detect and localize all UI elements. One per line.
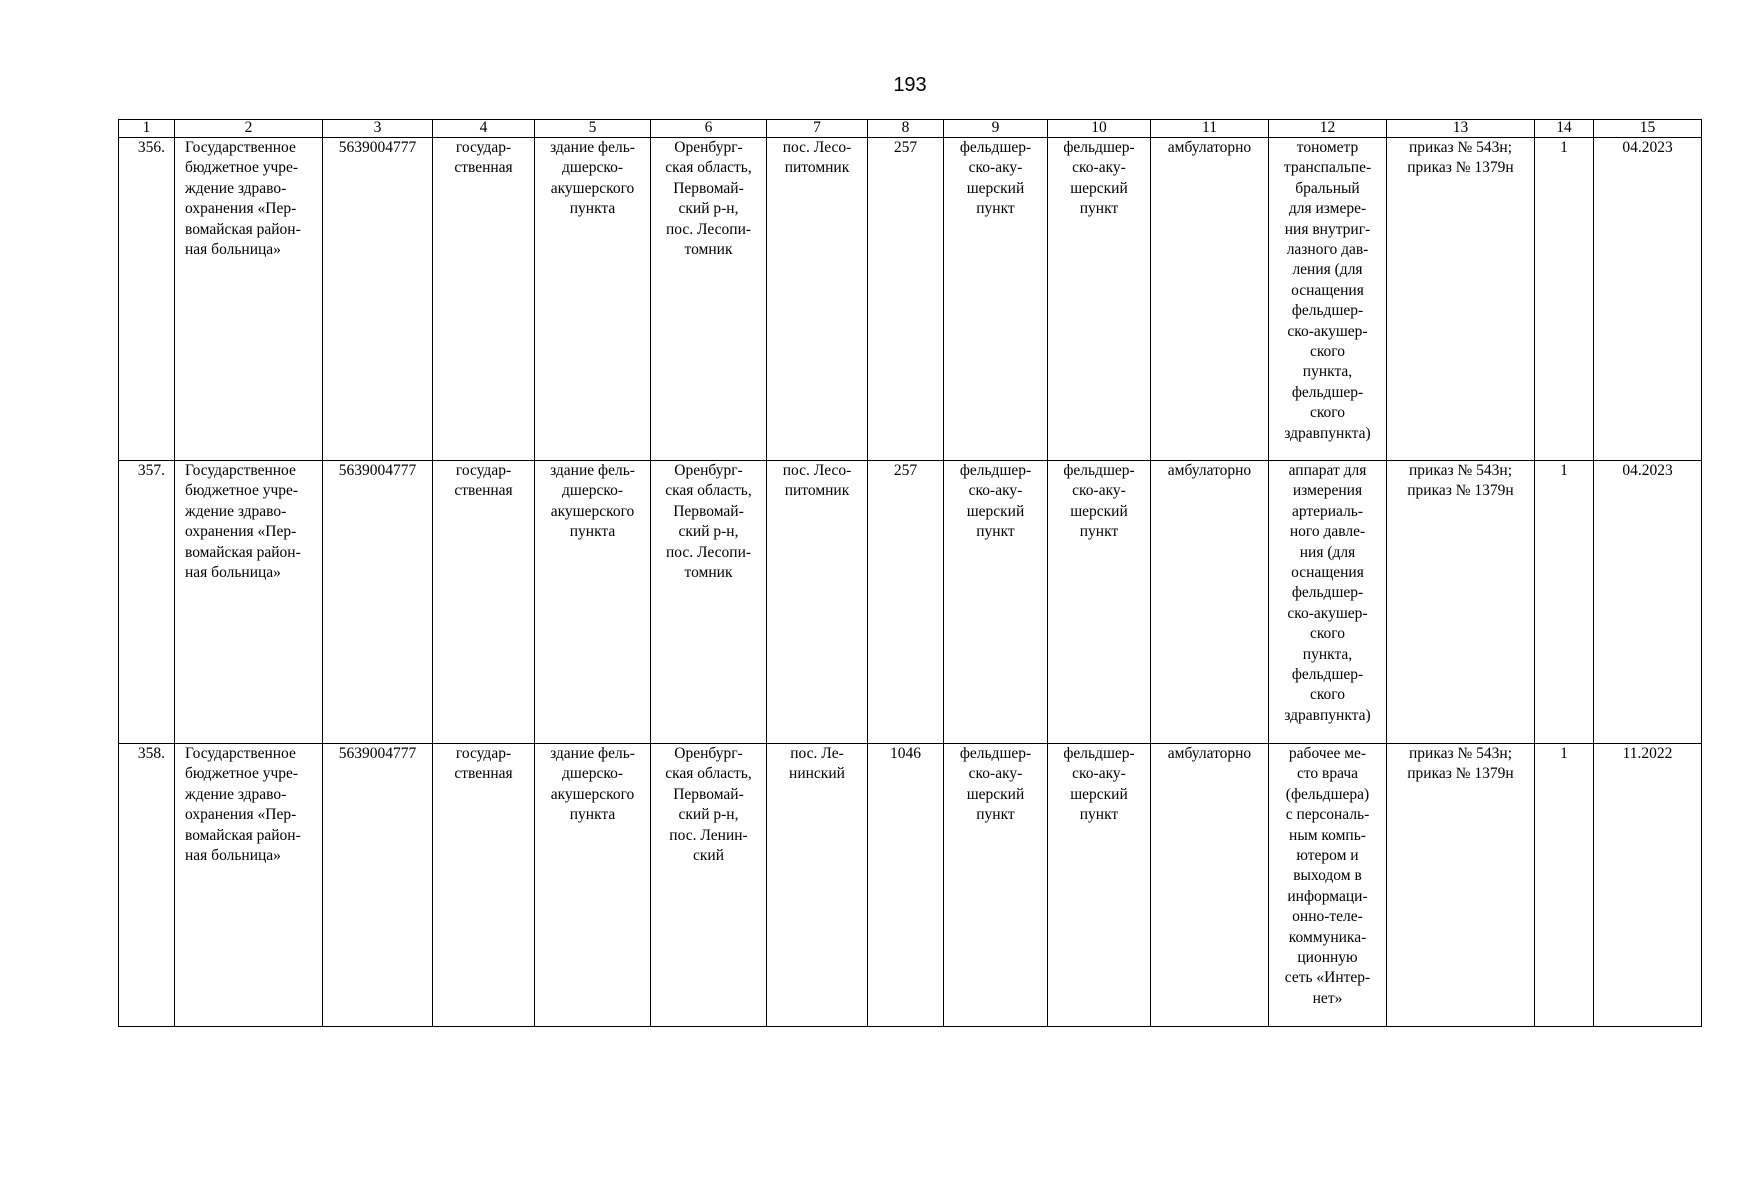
building-type: здание фель- дшерско- акушерского пункта bbox=[535, 138, 651, 461]
facility-type: фельдшер- ско-аку- шерский пункт bbox=[944, 138, 1048, 461]
table-row bbox=[119, 744, 1702, 1027]
row-number: 358. bbox=[119, 744, 175, 1027]
column-header: 14 bbox=[1535, 120, 1594, 138]
date: 04.2023 bbox=[1594, 461, 1702, 744]
address: Оренбург- ская область, Первомай- ский р-н, пос. Лесопи- томник bbox=[651, 138, 767, 461]
column-header: 13 bbox=[1387, 120, 1535, 138]
care-conditions: амбулаторно bbox=[1151, 461, 1269, 744]
building-type: здание фель- дшерско- акушерского пункта bbox=[535, 744, 651, 1027]
page-number: 193 bbox=[893, 74, 927, 96]
ownership-form: государ- ственная bbox=[433, 461, 535, 744]
address: Оренбург- ская область, Первомай- ский р-н, пос. Лесопи- томник bbox=[651, 461, 767, 744]
date: 04.2023 bbox=[1594, 138, 1702, 461]
ownership-form: государ- ственная bbox=[433, 744, 535, 1027]
care-conditions: амбулаторно bbox=[1151, 744, 1269, 1027]
regulation: приказ № 543н; приказ № 1379н bbox=[1387, 744, 1535, 1027]
organization-name: Государственное бюджетное учре- ждение здраво- охранения «Пер- вомайская район- ная больница» bbox=[175, 461, 323, 744]
facility-subtype: фельдшер- ско-аку- шерский пункт bbox=[1048, 461, 1151, 744]
column-header: 6 bbox=[651, 120, 767, 138]
organization-name: Государственное бюджетное учре- ждение здраво- охранения «Пер- вомайская район- ная больница» bbox=[175, 138, 323, 461]
column-header: 15 bbox=[1594, 120, 1702, 138]
row-number: 357. bbox=[119, 461, 175, 744]
column-header: 4 bbox=[433, 120, 535, 138]
column-header: 12 bbox=[1269, 120, 1387, 138]
row-number: 356. bbox=[119, 138, 175, 461]
column-header: 2 bbox=[175, 120, 323, 138]
equipment: тонометр транспальпе- бральный для измере- ния внутриг- лазного дав- ления (для оснащения фельдшер- ско-акушер- ского пункта, фельдшер- ского здравпункта) bbox=[1269, 138, 1387, 461]
column-header: 7 bbox=[767, 120, 868, 138]
facility-type: фельдшер- ско-аку- шерский пункт bbox=[944, 461, 1048, 744]
care-conditions: амбулаторно bbox=[1151, 138, 1269, 461]
population: 257 bbox=[868, 138, 944, 461]
column-header: 10 bbox=[1048, 120, 1151, 138]
population: 1046 bbox=[868, 744, 944, 1027]
column-header: 8 bbox=[868, 120, 944, 138]
equipment: рабочее ме- сто врача (фельдшера) с персональ- ным компь- ютером и выходом в информаци- онно-теле- коммуника- ционную сеть «Интер- нет» bbox=[1269, 744, 1387, 1027]
registry-table bbox=[118, 119, 1702, 1027]
facility-type: фельдшер- ско-аку- шерский пункт bbox=[944, 744, 1048, 1027]
column-number-row bbox=[119, 120, 1702, 138]
table-row bbox=[119, 461, 1702, 744]
column-header: 9 bbox=[944, 120, 1048, 138]
table-row bbox=[119, 138, 1702, 461]
column-header: 1 bbox=[119, 120, 175, 138]
quantity: 1 bbox=[1535, 744, 1594, 1027]
inn: 5639004777 bbox=[323, 461, 433, 744]
inn: 5639004777 bbox=[323, 744, 433, 1027]
equipment: аппарат для измерения артериаль- ного давле- ния (для оснащения фельдшер- ско-акушер- ского пункта, фельдшер- ского здравпункта) bbox=[1269, 461, 1387, 744]
quantity: 1 bbox=[1535, 138, 1594, 461]
settlement: пос. Лесо- питомник bbox=[767, 138, 868, 461]
address: Оренбург- ская область, Первомай- ский р-н, пос. Ленин- ский bbox=[651, 744, 767, 1027]
regulation: приказ № 543н; приказ № 1379н bbox=[1387, 461, 1535, 744]
regulation: приказ № 543н; приказ № 1379н bbox=[1387, 138, 1535, 461]
date: 11.2022 bbox=[1594, 744, 1702, 1027]
column-header: 3 bbox=[323, 120, 433, 138]
settlement: пос. Ле- нинский bbox=[767, 744, 868, 1027]
column-header: 5 bbox=[535, 120, 651, 138]
building-type: здание фель- дшерско- акушерского пункта bbox=[535, 461, 651, 744]
quantity: 1 bbox=[1535, 461, 1594, 744]
settlement: пос. Лесо- питомник bbox=[767, 461, 868, 744]
facility-subtype: фельдшер- ско-аку- шерский пункт bbox=[1048, 744, 1151, 1027]
facility-subtype: фельдшер- ско-аку- шерский пункт bbox=[1048, 138, 1151, 461]
inn: 5639004777 bbox=[323, 138, 433, 461]
column-header: 11 bbox=[1151, 120, 1269, 138]
organization-name: Государственное бюджетное учре- ждение здраво- охранения «Пер- вомайская район- ная больница» bbox=[175, 744, 323, 1027]
ownership-form: государ- ственная bbox=[433, 138, 535, 461]
population: 257 bbox=[868, 461, 944, 744]
